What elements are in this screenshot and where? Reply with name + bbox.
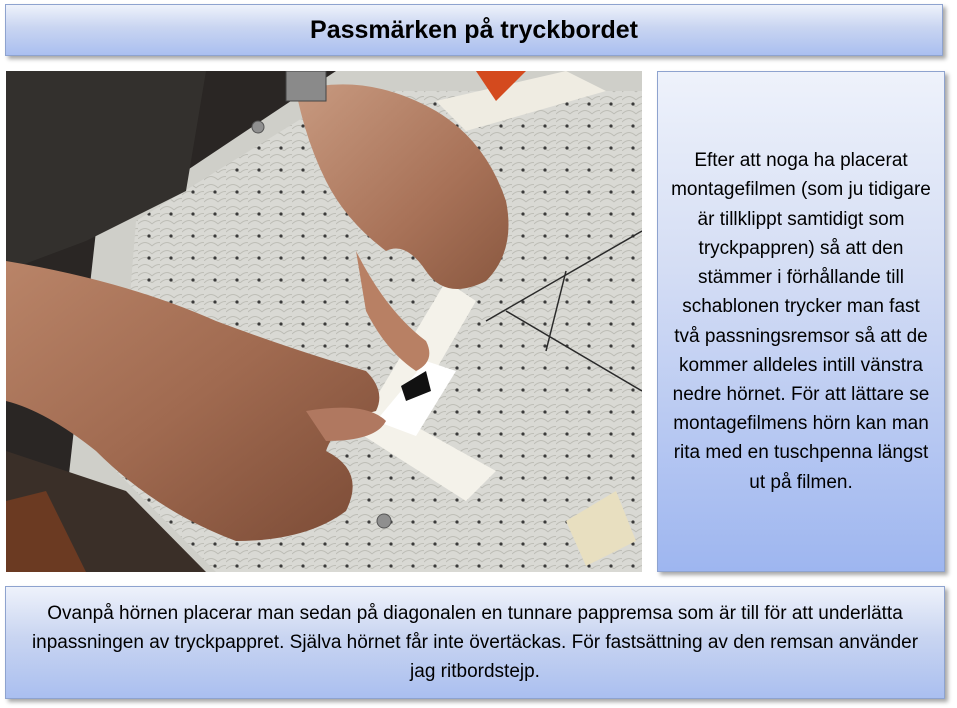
side-text: Efter att noga ha placerat montagefilmen (som ju tidigare är tillklippt samtidigt som tryckpappren) så att den stämmer i förhållande till schablonen trycker man fast två passningsremsor så att de kommer alldeles intill vänstra nedre hörnet. För att lättare se montagefilmens hörn kan man rita med en tuschpenna längst ut på filmen. <box>671 150 931 493</box>
page-title <box>5 4 943 56</box>
page-title-text: Passmärken på tryckbordet <box>310 15 638 44</box>
printing-table-photo <box>6 71 642 572</box>
bottom-text: Ovanpå hörnen placerar man sedan på diagonalen en tunnare pappremsa som är till för att underlätta inpassningen av tryckpappret. Själva hörnet får inte övertäckas. För fastsättning av den remsan använder jag ritbordstejp. <box>31 603 919 682</box>
bottom-text-box <box>5 586 945 699</box>
side-text-box <box>657 71 945 572</box>
